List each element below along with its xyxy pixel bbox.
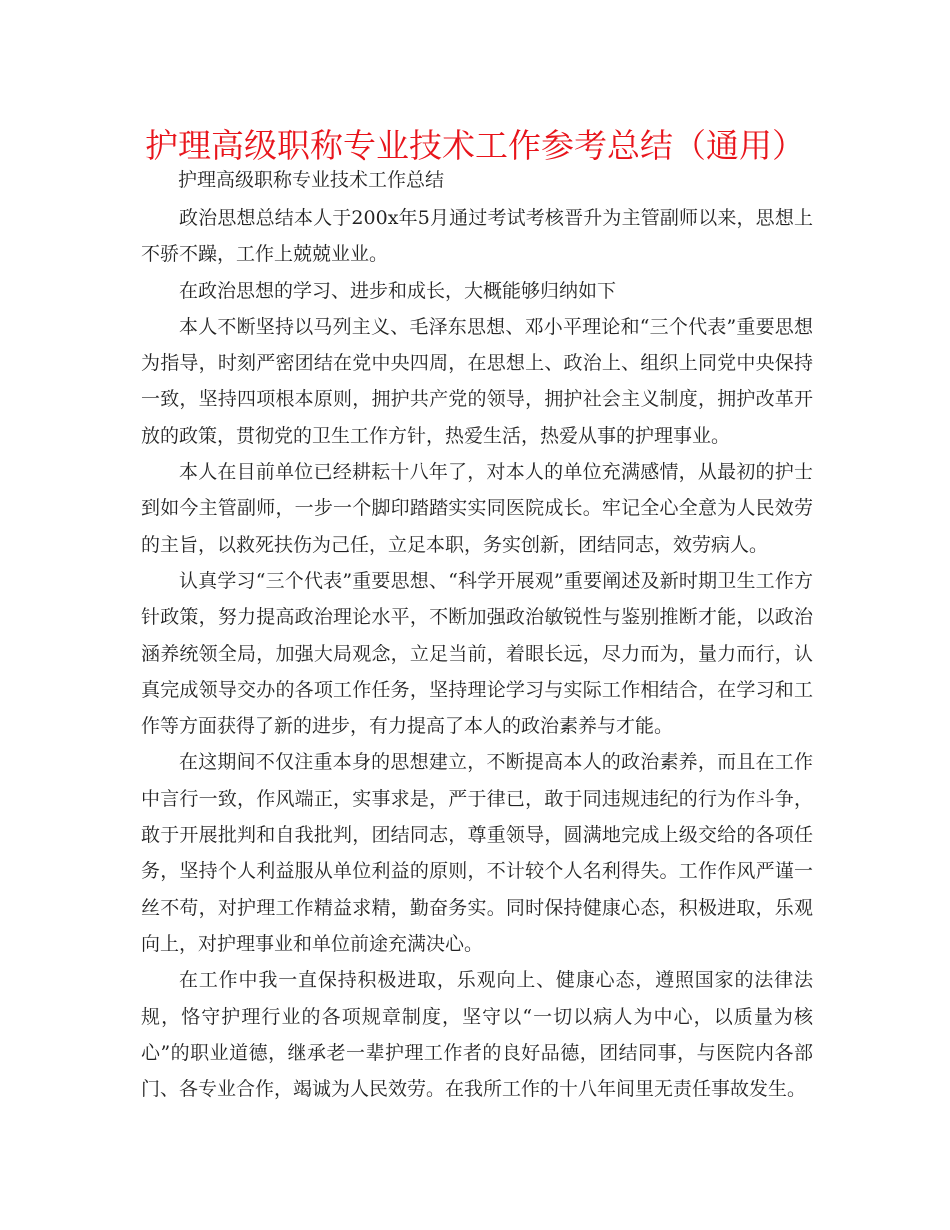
paragraph: 认真学习“三个代表”重要思想、“科学开展观”重要阐述及新时期卫生工作方针政策，努力提高政治理论水平，不断加强政治敏锐性与鉴别推断才能，以政治涵养统领全局，加强大局观念，立足当前，着眼长远，尽力而为，量力而行，认真完成领导交办的各项工作任务，坚持理论学习与实际工作相结合，在学习和工作等方面获得了新的进步，有力提高了本人的政治素养与才能。 [141,569,813,738]
paragraph: 政治思想总结本人于200x年5月通过考试考核晋升为主管副师以来，思想上不骄不躁，工作上兢兢业业。 [141,207,813,266]
paragraph: 在工作中我一直保持积极进取，乐观向上、健康心态，遵照国家的法律法规，恪守护理行业的各项规章制度，坚守以“一切以病人为中心，以质量为核心”的职业道德，继承老一辈护理工作者的良好品德，团结同事，与医院内各部门、各专业合作，竭诚为人民效劳。在我所工作的十八年间里无责任事故发生。 [141,969,813,1101]
paragraph: 本人不断坚持以马列主义、毛泽东思想、邓小平理论和“三个代表”重要思想为指导，时刻严密团结在党中央四周，在思想上、政治上、组织上同党中央保持一致，坚持四项根本原则，拥护共产党的领导，拥护社会主义制度，拥护改革开放的政策，贯彻党的卫生工作方针，热爱生活，热爱从事的护理事业。 [141,315,813,447]
document-title: 护理高级职称专业技术工作参考总结（通用） [145,126,805,165]
paragraph: 在政治思想的学习、进步和成长，大概能够归纳如下 [179,279,617,302]
paragraph: 本人在目前单位已经耕耘十八年了，对本人的单位充满感情，从最初的护士到如今主管副师，一步一个脚印踏踏实实同医院成长。牢记全心全意为人民效劳的主旨，以救死扶伤为己任，立足本职，务实创新，团结同志，效劳病人。 [141,461,813,556]
paragraph: 在这期间不仅注重本身的思想建立，不断提高本人的政治素养，而且在工作中言行一致，作风端正，实事求是，严于律已，敢于同违规违纪的行为作斗争，敢于开展批判和自我批判，团结同志，尊重领导，圆满地完成上级交给的各项任务，坚持个人利益服从单位利益的原则，不计较个人名利得失。工作作风严谨一丝不苟，对护理工作精益求精，勤奋务实。同时保持健康心态，积极进取，乐观向上，对护理事业和单位前途充满决心。 [141,751,813,955]
document-subtitle: 护理高级职称专业技术工作总结 [178,169,445,191]
document-body [141,200,813,1107]
